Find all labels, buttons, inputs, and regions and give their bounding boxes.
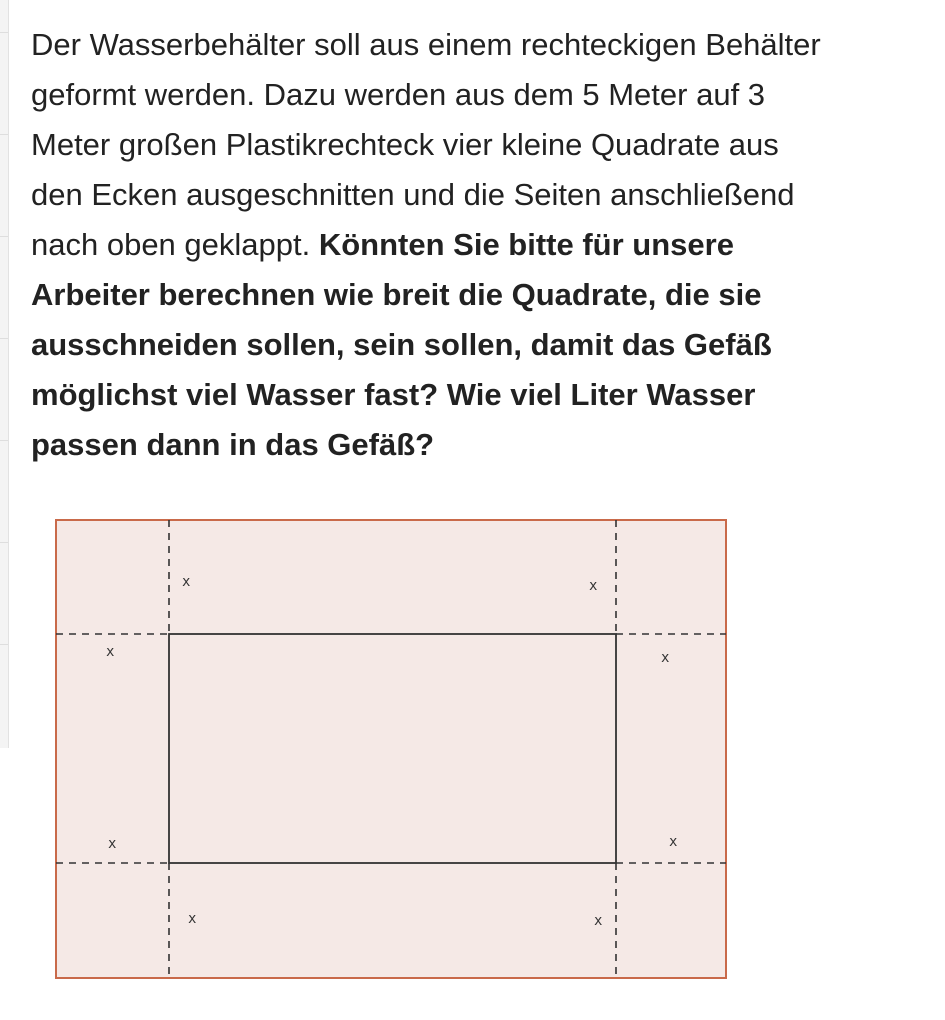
problem-line-4: den Ecken ausgeschnitten und die Seiten anschließend: [31, 177, 795, 212]
sidebar-divider: [0, 32, 8, 33]
question-line-1: Arbeiter berechnen wie breit die Quadrate, die sie: [31, 277, 762, 312]
label-x-bottom-left-vertical: x: [188, 911, 197, 927]
problem-line-1: Der Wasserbehälter soll aus einem rechteckigen Behälter: [31, 27, 821, 62]
problem-line-5: [31, 220, 931, 270]
label-x-top-right-vertical: x: [589, 578, 598, 594]
question-line-2: ausschneiden sollen, sein sollen, damit das Gefäß: [31, 327, 772, 362]
left-sidebar-edge: [0, 0, 9, 748]
label-x-top-left-vertical: x: [182, 574, 191, 590]
label-x-top-left-horizontal: x: [106, 644, 115, 660]
plastic-sheet: [56, 520, 726, 978]
problem-line-3: Meter großen Plastikrechteck vier kleine Quadrate aus: [31, 127, 779, 162]
label-x-bottom-right-vertical: x: [594, 913, 603, 929]
question-start: Könnten Sie bitte für unsere: [318, 227, 734, 262]
sidebar-divider: [0, 644, 8, 645]
sidebar-divider: [0, 440, 8, 441]
box-net-diagram: [55, 518, 728, 985]
problem-text: [31, 20, 931, 470]
question-line-4: passen dann in das Gefäß?: [31, 427, 435, 462]
sidebar-divider: [0, 134, 8, 135]
label-x-top-right-horizontal: x: [661, 650, 670, 666]
label-x-bottom-right-horizontal: x: [669, 834, 678, 850]
sidebar-divider: [0, 338, 8, 339]
problem-line-5-normal: nach oben geklappt.: [31, 227, 319, 262]
sidebar-divider: [0, 236, 8, 237]
problem-line-2: geformt werden. Dazu werden aus dem 5 Meter auf 3: [31, 77, 766, 112]
question-line-3: möglichst viel Wasser fast? Wie viel Liter Wasser: [31, 377, 756, 412]
label-x-bottom-left-horizontal: x: [108, 836, 117, 852]
sidebar-divider: [0, 542, 8, 543]
